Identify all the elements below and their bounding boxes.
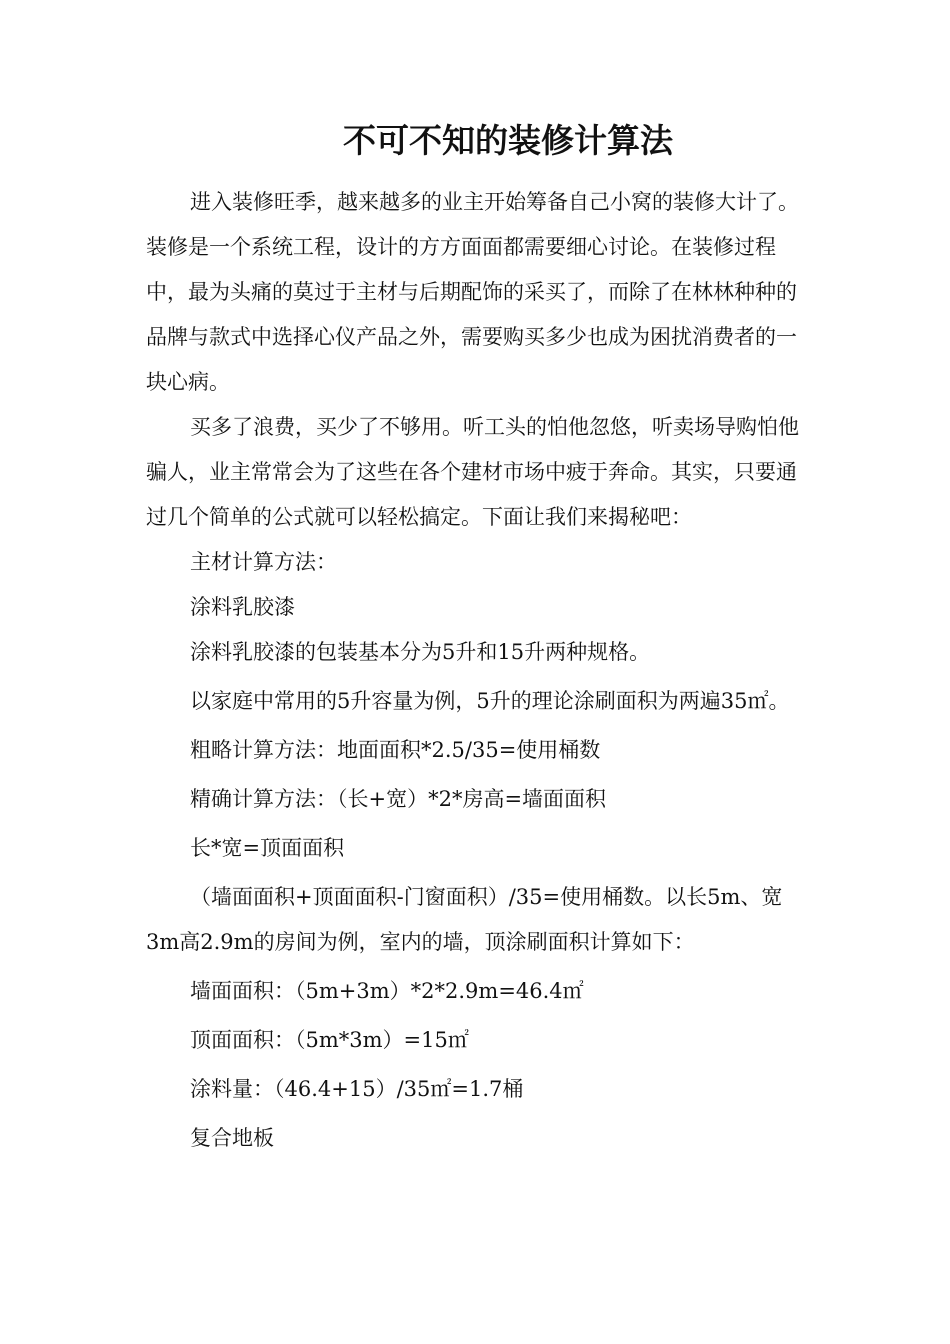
document-body <box>146 180 810 1161</box>
paragraph-composite-floor: 复合地板 <box>190 1126 274 1150</box>
paragraph-intro: 进入装修旺季，越来越多的业主开始筹备自己小窝的装修大计了。装修是一个系统工程，设计的方方面面都需要细心讨论。在装修过程中，最为头痛的莫过于主材与后期配饰的采买了，而除了在林林种种的品牌与款式中选择心仪产品之外，需要购买多少也成为困扰消费者的一块心病。 <box>146 190 799 394</box>
paragraph-paint-heading: 涂料乳胶漆 <box>190 595 295 619</box>
paragraph-waste: 买多了浪费，买少了不够用。听工头的怕他忽悠，听卖场导购怕他骗人，业主常常会为了这些在各个建材市场中疲于奔命。其实，只要通过几个简单的公式就可以轻松搞定。下面让我们来揭秘吧： <box>146 415 799 529</box>
paragraph-ceiling-area: 长*宽=顶面面积 <box>190 836 345 860</box>
paragraph-precise-method: 精确计算方法：（长+宽）*2*房高=墙面面积 <box>190 787 607 811</box>
paragraph-wall-area: 墙面面积：（5m+3m）*2*2.9m=46.4㎡ <box>190 979 584 1003</box>
paragraph-paint-example: 以家庭中常用的5升容量为例，5升的理论涂刷面积为两遍35㎡。 <box>190 689 790 713</box>
paragraph-paint-amount: 涂料量：（46.4+15）/35㎡=1.7桶 <box>190 1077 524 1101</box>
paragraph-main-material-heading: 主材计算方法： <box>190 550 337 574</box>
paragraph-rough-method: 粗略计算方法：地面面积*2.5/35=使用桶数 <box>190 738 601 762</box>
paragraph-bucket-formula: （墙面面积+顶面面积-门窗面积）/35=使用桶数。以长5m、宽3m高2.9m的房间为例，室内的墙，顶涂刷面积计算如下： <box>146 885 783 954</box>
document-title: 不可不知的装修计算法 <box>343 121 673 160</box>
paragraph-paint-spec: 涂料乳胶漆的包装基本分为5升和15升两种规格。 <box>190 640 651 664</box>
paragraph-top-area: 顶面面积：（5m*3m）=15㎡ <box>190 1028 469 1052</box>
